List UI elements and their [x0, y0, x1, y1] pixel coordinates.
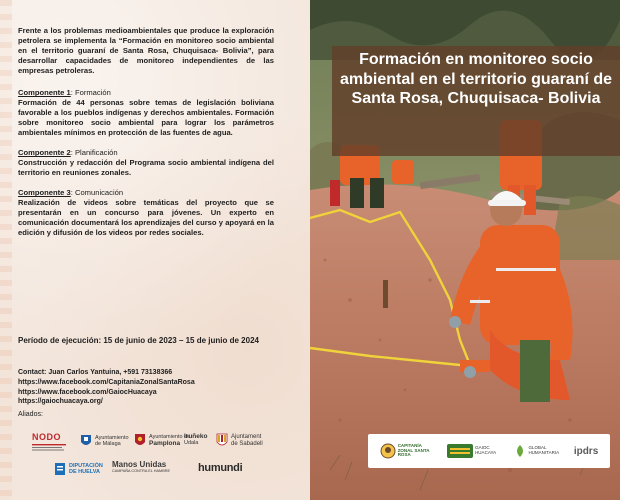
huacaya-label: GAIOC HUACAYA	[475, 445, 497, 455]
manos-unidas-label: Manos Unidas	[112, 460, 167, 469]
global-humanitaria-emblem-icon	[514, 444, 526, 458]
huacaya-logo	[447, 444, 499, 458]
sabadell-label: de Sabadell	[231, 440, 263, 447]
pamplona-label: Pamplona	[149, 439, 181, 447]
component-2-title: : Planificación	[70, 148, 118, 158]
pamplona-label-top: Ayuntamiento de	[149, 433, 191, 440]
pamplona-shield-icon	[134, 433, 146, 448]
contact-name: Contact: Juan Carlos Yantuina, +591 73138366	[18, 369, 173, 376]
component-1-heading	[18, 88, 274, 98]
component-1-body: Formación de 44 personas sobre temas de legislación boliviana favorable a los pueblos indígenas y derechos ambientales. Formación sobre monitoreo socio ambiental para lograr los parámetros ambientales mínimos en protección de las fuentes de agua.	[18, 98, 274, 138]
global-humanitaria-label: GLOBAL HUMANITARIA	[528, 445, 560, 455]
allies-label: Aliados:	[18, 411, 43, 418]
component-3-title: : Comunicación	[70, 188, 124, 198]
capitania-logo	[380, 443, 432, 459]
allies-logos	[30, 428, 290, 498]
decorative-band	[0, 0, 12, 500]
component-1-title: : Formación	[70, 88, 111, 98]
humundi-logo	[198, 462, 242, 474]
partner-logos	[368, 434, 610, 468]
sabadell-label-top: Ajuntament	[231, 433, 262, 440]
component-2	[18, 148, 274, 178]
page-title: Formación en monitoreo socio ambiental en el territorio guaraní de Santa Rosa, Chuquisaca- Bolivia	[339, 51, 613, 108]
ipdrs-logo	[574, 446, 598, 457]
contact-block	[18, 368, 288, 407]
component-3-body: Realización de videos sobre temáticas del proyecto que se presentarán en un concurso para jóvenes. Un experto en comunicación documentará los aprendizajes del curso y apoyará en la edición y difusión de los videos por redes sociales.	[18, 198, 274, 238]
manos-unidas-logo	[112, 460, 170, 473]
execution-period: Período de ejecución: 15 de junio de 2023 – 15 de junio de 2024	[18, 336, 259, 345]
malaga-shield-icon	[80, 434, 92, 448]
malaga-label: Ayuntamiento de Málaga	[95, 434, 129, 447]
pamplona-logo	[134, 433, 190, 448]
humundi-label: humundi	[198, 462, 243, 474]
component-1	[18, 88, 274, 138]
component-3-heading	[18, 188, 274, 198]
malaga-logo	[80, 434, 131, 448]
component-2-heading	[18, 148, 274, 158]
sabadell-logo	[216, 433, 263, 448]
huelva-label-top: DIPUTACIÓN	[69, 462, 103, 469]
capitania-emblem-icon	[380, 443, 396, 459]
nodo-tagline-graphic	[32, 443, 66, 453]
nodo-logo-text: NODO	[32, 432, 61, 442]
capitania-label: CAPITANÍA ZONAL SANTA ROSA	[397, 442, 430, 458]
iruna-label: Udala	[184, 440, 199, 447]
sabadell-shield-icon	[216, 433, 228, 448]
component-2-body: Construcción y redacción del Programa socio ambiental indígena del territorio en reuniones zonales.	[18, 158, 274, 178]
iruna-logo	[184, 433, 207, 446]
huelva-logo	[54, 462, 103, 476]
nodo-logo	[32, 432, 66, 453]
contact-link[interactable]: https://www.facebook.com/CapitaniaZonalSantaRosa	[18, 378, 195, 386]
component-2-label: Componente 2	[18, 148, 71, 158]
global-humanitaria-logo	[514, 444, 558, 458]
intro-paragraph: Frente a los problemas medioambientales que produce la exploración petrolera se implementa la “Formación en monitoreo socio ambiental en el territorio guaraní de Santa Rosa, Chuquisaca- Bolivia”, para desarrollar capacidades de monitoreo independientes de las empresas petroleras.	[18, 26, 274, 76]
manos-unidas-tagline: CAMPAÑA CONTRA EL HAMBRE	[112, 469, 171, 473]
photo-panel	[310, 0, 620, 500]
component-3-label: Componente 3	[18, 188, 71, 198]
contact-link[interactable]: https://gaiochuacaya.org/	[18, 398, 103, 406]
component-1-label: Componente 1	[18, 88, 71, 98]
huacaya-emblem-icon	[447, 444, 473, 458]
contact-link[interactable]: https://www.facebook.com/GaiocHuacaya	[18, 388, 157, 396]
huelva-label: DE HUELVA	[69, 469, 100, 475]
huelva-emblem-icon	[54, 462, 66, 476]
ipdrs-label: ipdrs	[573, 445, 599, 457]
component-3	[18, 188, 274, 238]
iruna-label-top: Iruñeko	[184, 433, 208, 440]
description-block	[18, 26, 274, 248]
